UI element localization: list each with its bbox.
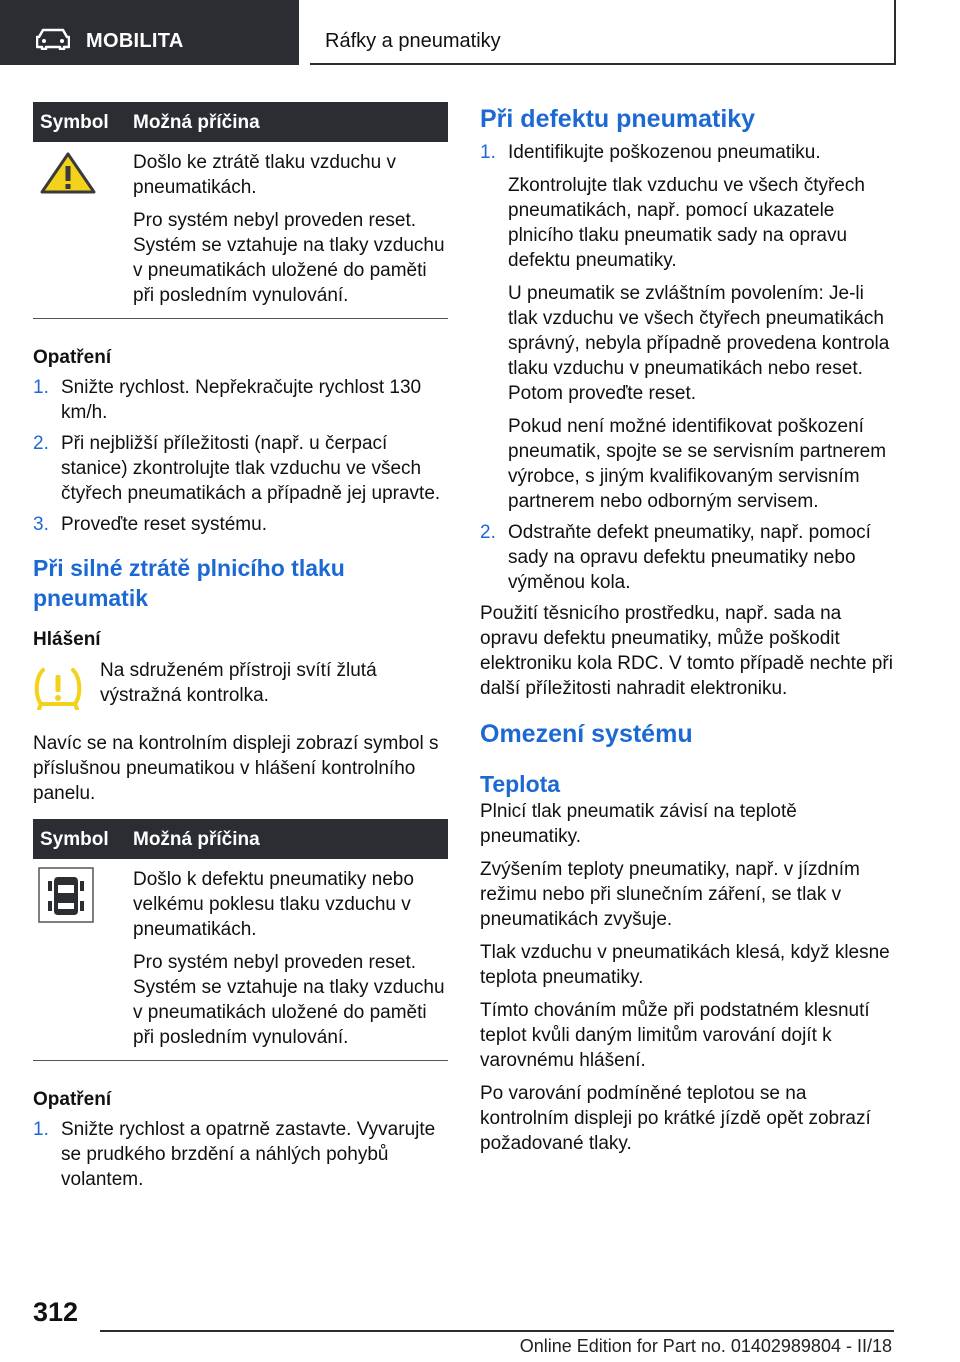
table-header-symbol: Symbol	[33, 819, 133, 859]
table-row	[33, 859, 448, 1061]
section-heading: Při silné ztrátě plnicího tlaku pneumatik	[33, 555, 345, 611]
header-chapter-box	[310, 0, 896, 65]
list-item: 1. Snižte rychlost. Nepřekračujte rychlost 130 km/h.	[33, 377, 422, 423]
cause-text: Došlo ke ztrátě tlaku vzduchu v pneumatikách.	[133, 152, 396, 198]
right-column	[480, 104, 895, 1156]
table-row	[33, 142, 448, 319]
symbol-table-1	[33, 102, 448, 319]
section-title: MOBILITA	[86, 30, 184, 52]
car-icon	[36, 28, 70, 50]
header-section-tab	[0, 0, 299, 65]
left-column	[33, 102, 448, 1198]
list-item: 2. Odstraňte defekt pneumatiky, např. pomocí sady na opravu defektu pneumatiky nebo výměnou kola.	[480, 522, 871, 593]
indicator-text: Na sdruženém přístroji svítí žlutá výstražná kontrolka.	[100, 660, 377, 706]
message-title: Hlášení	[33, 629, 101, 650]
measures-list	[33, 1117, 448, 1192]
measures-list	[33, 375, 448, 537]
list-item: 2. Při nejbližší příležitosti (např. u čerpací stanice) zkontrolujte tlak vzduchu ve všech čtyřech pneumatikách a případně jej upravte.	[33, 433, 441, 504]
section-heading: Při defektu pneumatiky	[480, 105, 756, 133]
table-header-symbol: Symbol	[33, 102, 133, 142]
measures-title: Opatření	[33, 347, 112, 368]
cause-text: Pro systém nebyl proveden reset. Systém se vztahuje na tlaky vzduchu v pneumatikách uložené do paměti při posledním vynulování.	[133, 952, 445, 1048]
list-item: 1. Identifikujte poškozenou pneumatiku. Zkontrolujte tlak vzduchu ve všech čtyřech pneumatikách, např. pomocí ukazatele plnicího tlaku pneumatik sady na opravu defektu pneumatiky. U pneumatik se zvláštním povolením: Je-li tlak vzduchu ve všech čtyřech pneumatikách správný, nebyla případně provedena kontrola tlaku vzduchu v pneumatikách nebo reset. Potom proveďte reset. Pokud není možné identifikovat poškození pneumatik, spojte se se servisním partnerem výrobce, s jiným kvalifikovaným servisním partnerem nebo odborným servisem.	[480, 142, 890, 512]
page-number: 312	[33, 1297, 79, 1327]
list-item: 1. Snižte rychlost a opatrně zastavte. Vyvarujte se prudkého brzdění a náhlých pohybů volantem.	[33, 1119, 436, 1190]
paragraph: Použití těsnicího prostředku, např. sada na opravu defektu pneumatiky, může poškodit elektroniku kola RDC. V tomto případě nechte při další příležitosti nahradit elektroniku.	[480, 603, 893, 699]
tire-pressure-warning-icon	[33, 666, 83, 710]
subsection-heading: Teplota	[480, 771, 561, 797]
defect-steps	[480, 140, 895, 595]
table-header-cause: Možná příčina	[133, 819, 448, 859]
paragraph: Tlak vzduchu v pneumatikách klesá, když klesne teplota pneumatiky.	[480, 942, 890, 988]
chapter-title: Ráfky a pneumatiky	[325, 30, 501, 52]
car-tire-status-icon	[38, 867, 94, 923]
paragraph: Zvýšením teploty pneumatiky, např. v jízdním režimu nebo při slunečním záření, se tlak v pneumatikách zvyšuje.	[480, 859, 860, 930]
paragraph: Navíc se na kontrolním displeji zobrazí symbol s příslušnou pneumatikou v hlášení kontrolního panelu.	[33, 733, 439, 804]
section-heading: Omezení systému	[480, 720, 693, 748]
warning-triangle-icon	[38, 150, 98, 196]
footer-edition: Online Edition for Part no. 01402989804 - II/18	[519, 1336, 892, 1356]
indicator-row	[33, 658, 448, 717]
list-item: 3. Proveďte reset systému.	[33, 514, 267, 535]
footer-divider	[100, 1330, 894, 1332]
symbol-table-2	[33, 819, 448, 1061]
measures-title: Opatření	[33, 1089, 112, 1110]
cause-text: Došlo k defektu pneumatiky nebo velkému poklesu tlaku vzduchu v pneumatikách.	[133, 869, 414, 940]
paragraph: Po varování podmíněné teplotou se na kontrolním displeji po krátké jízdě opět zobrazí požadované tlaky.	[480, 1083, 871, 1154]
paragraph: Tímto chováním může při podstatném klesnutí teplot kvůli daným limitům varování dojít k varovnému hlášení.	[480, 1000, 870, 1071]
paragraph: Plnicí tlak pneumatik závisí na teplotě pneumatiky.	[480, 801, 797, 847]
cause-text: Pro systém nebyl proveden reset. Systém se vztahuje na tlaky vzduchu v pneumatikách uložené do paměti při posledním vynulování.	[133, 210, 445, 306]
table-header-cause: Možná příčina	[133, 102, 448, 142]
